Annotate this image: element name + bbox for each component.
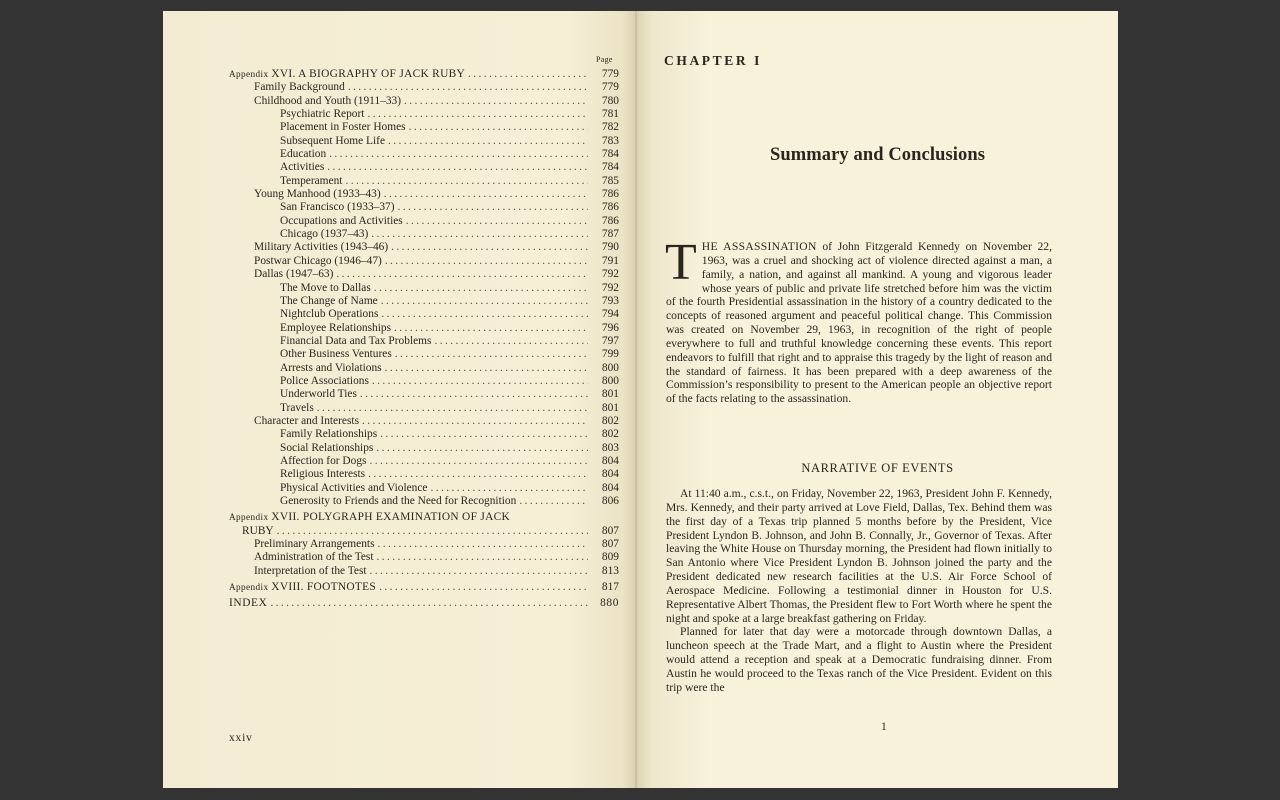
dot-leader: [384, 188, 588, 201]
dot-leader: [398, 201, 588, 214]
dot-leader: [391, 241, 588, 254]
appendix-title-cont: RUBY: [242, 524, 274, 537]
toc-entry: [229, 322, 619, 335]
toc-entry-title: Administration of the Test: [254, 551, 374, 564]
section-heading: NARRATIVE OF EVENTS: [801, 461, 954, 475]
toc-entry-title: Nightclub Operations: [280, 308, 379, 321]
toc-entry: [229, 551, 619, 564]
page-number-right: 1: [881, 721, 887, 733]
dot-leader: [317, 402, 588, 415]
toc-entry: [229, 268, 619, 281]
toc-entry: [229, 348, 619, 361]
toc-page-number: 804: [601, 454, 619, 467]
toc-entry: [229, 335, 619, 348]
toc-entry-title: Psychiatric Report: [280, 108, 365, 121]
toc-entry: [229, 375, 619, 388]
left-page: [163, 11, 637, 788]
dot-leader: [370, 565, 588, 578]
dot-leader: [372, 375, 588, 388]
toc-page-number: 786: [601, 214, 619, 227]
toc-page-number: 800: [601, 361, 619, 374]
dot-leader: [270, 597, 588, 610]
toc-page-number: 785: [601, 174, 619, 187]
toc-entry-title: Subsequent Home Life: [280, 134, 386, 147]
toc-entry-title: Activities: [280, 161, 325, 174]
dot-leader: [404, 95, 588, 108]
toc-page-number: 793: [601, 294, 619, 307]
toc-entry: [229, 495, 619, 508]
toc-page-number: 803: [601, 441, 619, 454]
toc-page-number: 786: [601, 201, 619, 214]
toc-entry: [229, 442, 619, 455]
appendix-prefix: Appendix: [229, 69, 269, 79]
toc-entry: [229, 428, 619, 441]
toc-entry: [229, 282, 619, 295]
dot-leader: [385, 255, 588, 268]
toc-entry-title: Social Relationships: [280, 441, 374, 454]
toc-entry-title: [229, 511, 510, 524]
toc-entry-title: Physical Activities and Violence: [280, 481, 428, 494]
toc-page-number: 801: [601, 388, 619, 401]
dot-leader: [277, 525, 588, 538]
toc-entry-title: Dallas (1947–63): [254, 268, 334, 281]
toc-entry-title: Financial Data and Tax Problems: [280, 334, 432, 347]
toc-entry: [229, 482, 619, 495]
toc-page-number: 880: [600, 597, 619, 610]
toc-entry-title: Placement in Foster Homes: [280, 121, 406, 134]
narrative-text: [666, 487, 1052, 695]
toc-page-number: 792: [601, 281, 619, 294]
toc-appendix-row: [229, 68, 619, 81]
toc-entry: [229, 121, 619, 134]
dot-leader: [374, 282, 588, 295]
toc-entry-title: Postwar Chicago (1946–47): [254, 254, 382, 267]
dot-leader: [336, 268, 588, 281]
toc-entry-title: Military Activities (1943–46): [254, 241, 389, 254]
toc-entry-title: Young Manhood (1933–43): [254, 188, 381, 201]
toc-page-number: 799: [601, 348, 619, 361]
toc-page-number: 791: [601, 254, 619, 267]
toc-page-number: 809: [601, 551, 619, 564]
dot-leader: [371, 228, 588, 241]
toc-entry: [229, 81, 619, 94]
toc-entry-title: Interpretation of the Test: [254, 564, 367, 577]
toc-page-number: 794: [601, 308, 619, 321]
intro-text: of John Fitzgerald Kennedy on November 22, 1963, was a cruel and shocking act of violence directed against a man, a family, a nation, and against all mankind. A young and vigorous leader whose years of public and private life stretched before him was the victim of the fourth Presidential assassination in the history of a country dedicated to the concepts of reasoned argument and peaceful political change. This Commission was created on November 29, 1963, in recognition of the right of people everywhere to full and truthful knowledge concerning these events. This report endeavors to fulfill that right and to appraise this tragedy by the light of reason and the standard of fairness. It has been prepared with a deep awareness of the Commission’s responsibility to present to the American people an objective report of the facts relating to the assassination.: [666, 240, 1052, 406]
toc-entry: [229, 148, 619, 161]
dot-leader: [381, 308, 588, 321]
chapter-label: CHAPTER I: [664, 53, 763, 68]
toc-page-number: 779: [601, 81, 619, 94]
toc-entry: [229, 201, 619, 214]
dot-leader: [369, 455, 588, 468]
toc-entry: [229, 308, 619, 321]
toc-entry-title: Chicago (1937–43): [280, 228, 369, 241]
table-of-contents: [229, 65, 619, 611]
drop-cap: T: [665, 234, 697, 291]
toc-entry: [229, 135, 619, 148]
toc-entry: [229, 255, 619, 268]
toc-index-row: [229, 597, 619, 610]
appendix-title: XVIII. FOOTNOTES: [271, 581, 377, 594]
dot-leader: [388, 135, 588, 148]
appendix-title: XVII. POLYGRAPH EXAMINATION OF JACK: [271, 511, 511, 524]
book-spread: [163, 11, 1118, 788]
toc-entry-title: Underworld Ties: [280, 388, 357, 401]
intro-lead-caps: HE ASSASSINATION: [701, 240, 817, 253]
toc-entry: [229, 108, 619, 121]
dot-leader: [379, 581, 588, 594]
dot-leader: [519, 495, 588, 508]
toc-page-number: 797: [601, 334, 619, 347]
toc-page-number: 782: [601, 121, 619, 134]
dot-leader: [377, 551, 588, 564]
dot-leader: [381, 295, 588, 308]
toc-entry-title: The Change of Name: [280, 294, 378, 307]
toc-page-number: 802: [601, 428, 619, 441]
toc-entry-title: Education: [280, 148, 327, 161]
toc-page-number: 807: [601, 538, 619, 551]
toc-page-number: 813: [601, 564, 619, 577]
toc-entry-title: Police Associations: [280, 374, 369, 387]
toc-page-number: 801: [601, 401, 619, 414]
toc-appendix-row-cont: [229, 525, 619, 538]
toc-appendix-row: [229, 511, 619, 524]
toc-appendix-row: [229, 581, 619, 594]
toc-entry-title: The Move to Dallas: [280, 281, 371, 294]
dot-leader: [378, 538, 588, 551]
toc-page-number: 780: [601, 94, 619, 107]
dot-leader: [327, 161, 588, 174]
dot-leader: [360, 388, 588, 401]
toc-entry: [229, 538, 619, 551]
dot-leader: [329, 148, 588, 161]
toc-entry-title: Family Background: [254, 81, 345, 94]
chapter-title: Summary and Conclusions: [769, 145, 986, 165]
toc-page-number: 802: [601, 414, 619, 427]
narrative-paragraph: Planned for later that day were a motorcade through downtown Dallas, a luncheon speech at the Trade Mart, and a flight to Austin where the President would attend a reception and speak at a Democratic fundraising dinner. From Austin he would proceed to the Texas ranch of the Vice President. Evident on this trip were the: [666, 625, 1052, 694]
toc-entry-title: Character and Interests: [254, 414, 359, 427]
toc-entry: [229, 565, 619, 578]
dot-leader: [376, 442, 588, 455]
toc-page-number: 796: [601, 321, 619, 334]
dot-leader: [468, 68, 588, 81]
toc-entry-title: Preliminary Arrangements: [254, 538, 375, 551]
toc-entry-title: Occupations and Activities: [280, 214, 403, 227]
toc-page-number: 817: [601, 581, 619, 594]
toc-entry: [229, 241, 619, 254]
page-column-label: Page: [596, 55, 613, 64]
dot-leader: [434, 335, 588, 348]
dot-leader: [368, 468, 588, 481]
toc-entry: [229, 95, 619, 108]
dot-leader: [430, 482, 588, 495]
toc-entry-title: Religious Interests: [280, 468, 366, 481]
toc-page-number: 783: [601, 134, 619, 147]
toc-entry: [229, 468, 619, 481]
toc-entry: [229, 388, 619, 401]
appendix-prefix: Appendix: [229, 582, 269, 593]
toc-page-number: 784: [601, 148, 619, 161]
toc-entry-title: Other Business Ventures: [280, 348, 392, 361]
toc-entry-title: Family Relationships: [280, 428, 378, 441]
toc-entry-title: Temperament: [280, 174, 343, 187]
toc-entry: [229, 188, 619, 201]
toc-entry-title: Generosity to Friends and the Need for Recognition: [280, 495, 517, 507]
appendix-prefix: Appendix: [229, 512, 269, 523]
toc-entry: [229, 362, 619, 375]
intro-paragraph: [665, 234, 1052, 406]
toc-page-number: 781: [601, 108, 619, 121]
toc-page-number: 784: [601, 161, 619, 174]
dot-leader: [409, 121, 588, 134]
toc-page-number: 792: [601, 268, 619, 281]
appendix-title: XVI. A BIOGRAPHY OF JACK RUBY: [271, 68, 466, 80]
toc-page-number: 807: [601, 524, 619, 537]
toc-entry-title: Affection for Dogs: [280, 454, 367, 467]
toc-entry-title: Travels: [280, 401, 314, 414]
dot-leader: [348, 81, 588, 94]
toc-entry-title: [229, 68, 465, 81]
toc-page-number: 786: [601, 188, 619, 201]
toc-page-number: 806: [601, 495, 619, 507]
dot-leader: [406, 215, 588, 228]
toc-entry-title: [229, 581, 376, 594]
toc-page-number: 804: [601, 468, 619, 481]
toc-entry-title: San Francisco (1933–37): [280, 201, 395, 214]
toc-entry: [229, 175, 619, 188]
dot-leader: [367, 108, 588, 121]
toc-entry: [229, 161, 619, 174]
page-number-left: xxiv: [229, 732, 253, 744]
dot-leader: [395, 348, 588, 361]
toc-entry: [229, 295, 619, 308]
toc-entry: [229, 228, 619, 241]
toc-entry-title: Arrests and Violations: [280, 361, 382, 374]
dot-leader: [345, 175, 588, 188]
toc-entry: [229, 455, 619, 468]
right-page: [637, 11, 1118, 788]
dot-leader: [362, 415, 588, 428]
toc-page-number: 790: [601, 241, 619, 254]
toc-entry: [229, 415, 619, 428]
toc-page-number: 787: [601, 228, 619, 241]
toc-entry-title: Employee Relationships: [280, 321, 392, 334]
toc-page-number: 779: [601, 68, 619, 80]
toc-page-number: 804: [601, 481, 619, 494]
dot-leader: [385, 362, 588, 375]
toc-entry-title: Childhood and Youth (1911–33): [254, 94, 402, 107]
toc-page-number: 800: [601, 374, 619, 387]
toc-entry-title: INDEX: [229, 597, 268, 610]
dot-leader: [380, 428, 588, 441]
toc-entry: [229, 215, 619, 228]
narrative-paragraph: At 11:40 a.m., c.s.t., on Friday, November 22, 1963, President John F. Kennedy, Mrs. Kennedy, and their party arrived at Love Field, Dallas, Tex. Behind them was the first day of a Texas trip planned 5 months before by the President, Vice President Lyndon B. Johnson, and John B. Connally, Jr., Governor of Texas. After leaving the White House on Thursday morning, the President had flown initially to San Antonio where Vice President Lyndon B. Johnson joined the party and the President dedicated new research facilities at the U.S. Air Force School of Aerospace Medicine. Following a testimonial dinner in Houston for U.S. Representative Albert Thomas, the President flew to Fort Worth where he spent the night and spoke at a large breakfast gathering on Friday.: [666, 487, 1052, 625]
dot-leader: [394, 322, 588, 335]
toc-entry: [229, 402, 619, 415]
